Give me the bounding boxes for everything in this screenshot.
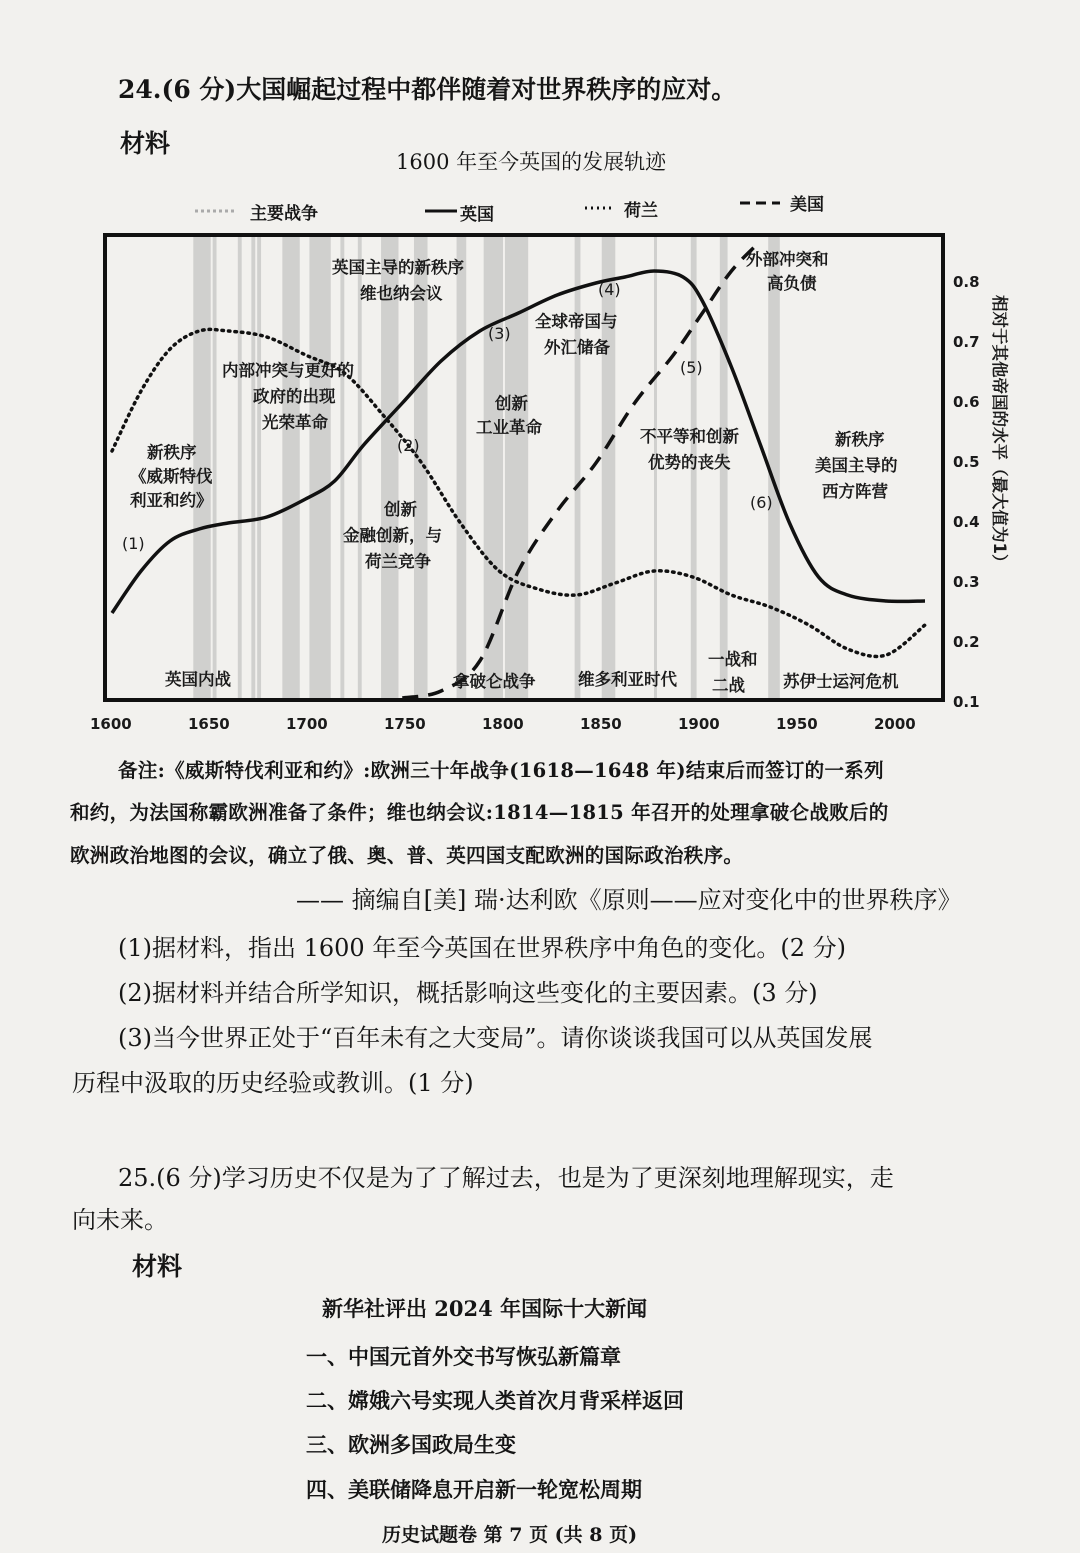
war-label-napoleonic: 拿破仑战争 bbox=[453, 672, 536, 691]
annotation-inequality: 不平等和创新优势的丧失 bbox=[640, 427, 739, 472]
legend-war: 主要战争 bbox=[250, 204, 318, 224]
war-band bbox=[381, 237, 398, 698]
question-24-2: (2)据材料并结合所学知识，概括影响这些变化的主要因素。(3 分) bbox=[118, 979, 818, 1007]
material-label-25: 材料 bbox=[132, 1252, 183, 1281]
war-band bbox=[213, 237, 217, 698]
y-tick-label: 0.8 bbox=[953, 273, 980, 291]
annotation-global-empire: 全球帝国与外汇储备 bbox=[535, 312, 618, 357]
annotation-financial-innovation: 创新金融创新，与荷兰竞争 bbox=[343, 500, 442, 571]
x-tick-label: 1850 bbox=[580, 715, 622, 733]
annotation-external-conflict: 外部冲突和高负债 bbox=[746, 250, 829, 293]
war-label-civil-war: 英国内战 bbox=[165, 670, 231, 689]
x-tick-label: 1600 bbox=[90, 715, 132, 733]
y-tick-label: 0.4 bbox=[953, 513, 980, 531]
war-band bbox=[238, 237, 242, 698]
annotation-glorious-revolution: 内部冲突与更好的政府的出现光荣革命 bbox=[222, 361, 354, 432]
legend-us: 美国 bbox=[790, 195, 824, 215]
y-tick-label: 0.1 bbox=[953, 693, 980, 711]
marker-2: (2) bbox=[397, 436, 420, 455]
chart-title: 1600 年至今英国的发展轨迹 bbox=[396, 150, 667, 174]
war-band bbox=[257, 237, 261, 698]
annotation-westphalia: 新秩序《威斯特伐利亚和约》 bbox=[130, 443, 213, 510]
y-tick-label: 0.7 bbox=[953, 333, 980, 351]
y-tick-label: 0.5 bbox=[953, 453, 980, 471]
x-tick-label: 1650 bbox=[188, 715, 230, 733]
x-tick-label: 1700 bbox=[286, 715, 328, 733]
source-citation: —— 摘编自[美] 瑞·达利欧《原则——应对变化中的世界秩序》 bbox=[296, 886, 962, 914]
question-25-heading-cont: 向未来。 bbox=[72, 1206, 168, 1234]
x-tick-label: 1900 bbox=[678, 715, 720, 733]
news-item-4: 四、美联储降息开启新一轮宽松周期 bbox=[306, 1477, 642, 1502]
legend-uk: 英国 bbox=[460, 205, 494, 225]
annotation-industrial-revolution: 创新工业革命 bbox=[476, 394, 542, 437]
x-axis-ticks bbox=[90, 715, 916, 733]
legend-nl: 荷兰 bbox=[624, 201, 658, 221]
question-24-heading: 24.(6 分)大国崛起过程中都伴随着对世界秩序的应对。 bbox=[118, 75, 737, 104]
marker-5: (5) bbox=[680, 358, 703, 377]
war-label-victorian: 维多利亚时代 bbox=[578, 670, 677, 689]
war-band bbox=[575, 237, 581, 698]
war-band bbox=[251, 237, 255, 698]
note-line-2: 和约，为法国称霸欧洲准备了条件；维也纳会议:1814—1815 年召开的处理拿破仑战败后的 bbox=[70, 801, 889, 824]
war-band bbox=[484, 237, 503, 698]
war-band bbox=[309, 237, 330, 698]
material-label: 材料 bbox=[120, 129, 171, 158]
question-24-3: (3)当今世界正处于“百年未有之大变局”。请你谈谈我国可以从英国发展 bbox=[118, 1024, 873, 1052]
x-tick-label: 2000 bbox=[874, 715, 916, 733]
news-title: 新华社评出 2024 年国际十大新闻 bbox=[322, 1296, 648, 1321]
war-band bbox=[282, 237, 299, 698]
news-item-2: 二、嫦娥六号实现人类首次月背采样返回 bbox=[306, 1388, 684, 1413]
page-footer: 历史试题卷 第 7 页 (共 8 页) bbox=[382, 1524, 638, 1546]
marker-1: (1) bbox=[122, 534, 145, 553]
annotation-vienna: 英国主导的新秩序维也纳会议 bbox=[332, 258, 464, 303]
y-axis-label: 相对于其他帝国的水平（最大值为1） bbox=[990, 295, 1009, 571]
y-tick-label: 0.3 bbox=[953, 573, 980, 591]
marker-6: (6) bbox=[750, 493, 773, 512]
chart-area bbox=[0, 225, 1080, 745]
question-24-3-cont: 历程中汲取的历史经验或教训。(1 分) bbox=[72, 1069, 474, 1097]
note-line-1: 备注:《威斯特伐利亚和约》:欧洲三十年战争(1618—1648 年)结束后而签订的一系列 bbox=[118, 759, 884, 782]
war-label-suez: 苏伊士运河危机 bbox=[783, 672, 899, 691]
y-tick-label: 0.6 bbox=[953, 393, 980, 411]
marker-3: (3) bbox=[488, 324, 511, 343]
war-band bbox=[602, 237, 608, 698]
y-axis-ticks bbox=[953, 273, 980, 711]
war-band bbox=[505, 237, 528, 698]
x-tick-label: 1750 bbox=[384, 715, 426, 733]
war-band bbox=[457, 237, 467, 698]
x-tick-label: 1800 bbox=[482, 715, 524, 733]
news-item-3: 三、欧洲多国政局生变 bbox=[306, 1432, 516, 1457]
news-item-1: 一、中国元首外交书写恢弘新篇章 bbox=[306, 1344, 621, 1369]
war-band bbox=[608, 237, 616, 698]
annotation-new-order-us: 新秩序美国主导的西方阵营 bbox=[815, 430, 898, 501]
war-band bbox=[340, 237, 344, 698]
question-25-heading: 25.(6 分)学习历史不仅是为了了解过去，也是为了更深刻地理解现实，走 bbox=[118, 1164, 894, 1192]
note-line-3: 欧洲政治地图的会议，确立了俄、奥、普、英四国支配欧洲的国际政治秩序。 bbox=[70, 844, 744, 867]
y-tick-label: 0.2 bbox=[953, 633, 980, 651]
marker-4: (4) bbox=[598, 280, 621, 299]
question-24-1: (1)据材料，指出 1600 年至今英国在世界秩序中角色的变化。(2 分) bbox=[118, 934, 846, 962]
war-band bbox=[358, 237, 362, 698]
war-label-world-wars: 一战和二战 bbox=[708, 650, 758, 695]
x-tick-label: 1950 bbox=[776, 715, 818, 733]
